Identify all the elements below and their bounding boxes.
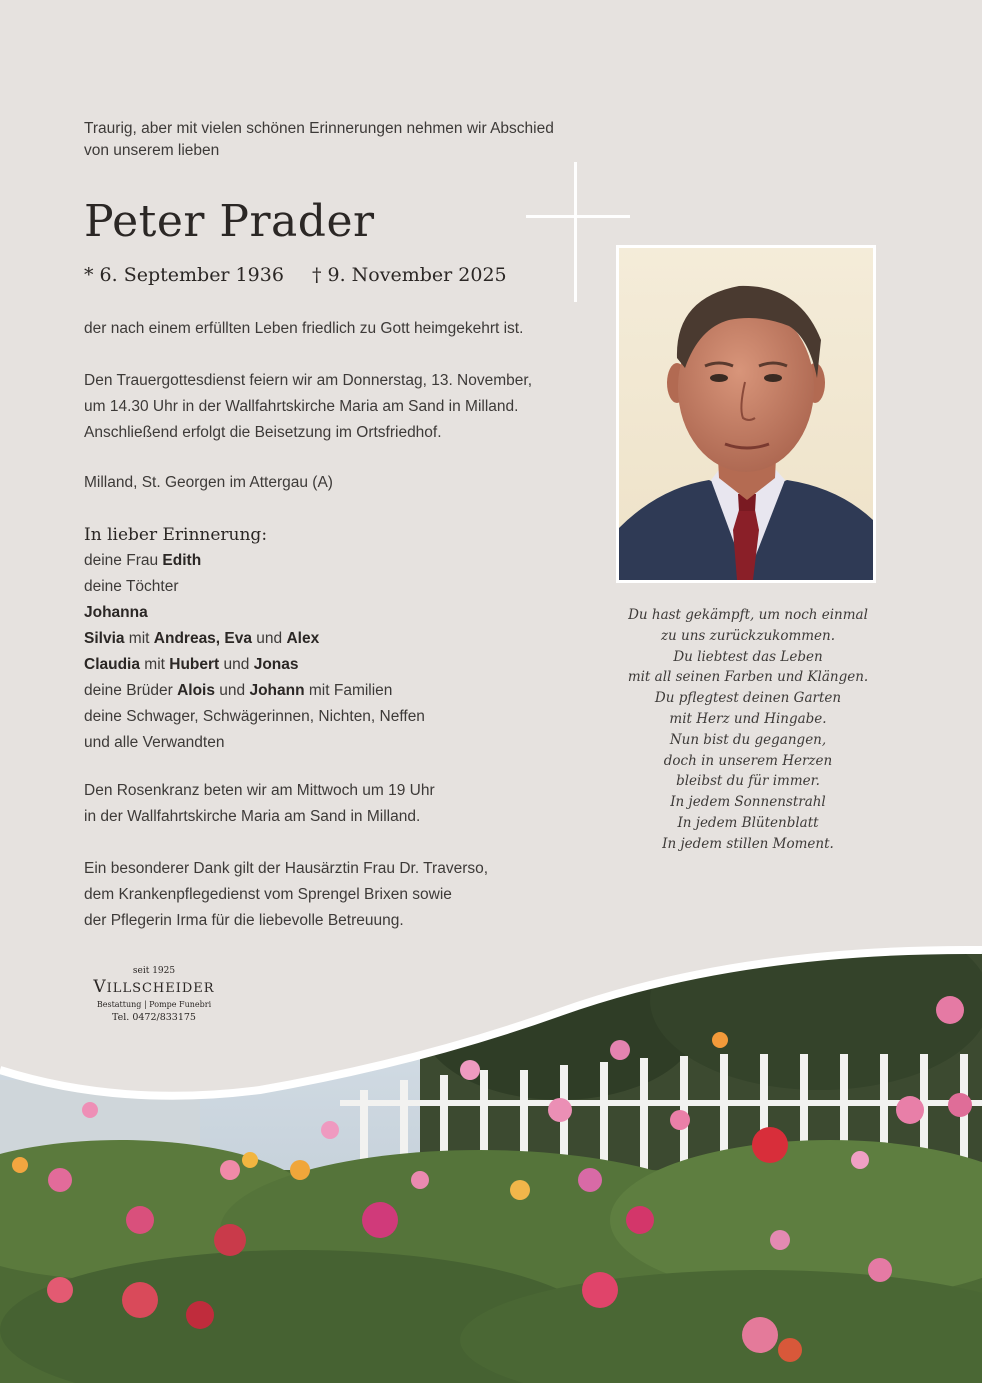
logo-since: seit 1925 [132, 966, 176, 976]
poem-line: Du pflegtest deinen Garten [654, 690, 842, 707]
poem [618, 605, 878, 855]
thanks-line-1: Ein besonderer Dank gilt der Hausärztin Frau Dr. Traverso, [84, 860, 489, 877]
poem-line: doch in unserem Herzen [663, 752, 833, 769]
wife-line [84, 548, 584, 574]
funeral-home-logo [84, 966, 224, 1025]
service-text [84, 368, 584, 446]
logo-brand-rest: ILLSCHEIDER [106, 981, 215, 996]
place-line: Milland, St. Georgen im Attergau (A) [84, 474, 333, 491]
connector: und [219, 656, 254, 673]
rosary-text [84, 778, 584, 830]
daughter-3-husband: Hubert [169, 656, 220, 673]
remembrance-title: In lieber Erinnerung: [84, 525, 268, 545]
wife-name: Edith [162, 552, 202, 569]
relatives-line: und alle Verwandten [84, 734, 225, 751]
service-line-2: um 14.30 Uhr in der Wallfahrtskirche Maria am Sand in Milland. [84, 398, 519, 415]
daughter-2-family: Andreas, Eva [153, 630, 252, 647]
rosary-line-1: Den Rosenkranz beten wir am Mittwoch um 19 Uhr [84, 782, 435, 799]
passed-line: der nach einem erfüllten Leben friedlich zu Gott heimgekehrt ist. [84, 320, 524, 337]
daughter-1: Johanna [84, 604, 148, 621]
life-dates [84, 264, 529, 286]
intro-line-1: Traurig, aber mit vielen schönen Erinnerungen nehmen wir Abschied [84, 120, 554, 137]
daughter-2-child: Alex [286, 630, 320, 647]
brother-2: Johann [249, 682, 305, 699]
passed-text [84, 316, 584, 342]
connector: mit [139, 656, 170, 673]
poem-line: In jedem Sonnenstrahl [670, 794, 826, 811]
brothers-suffix: mit Familien [304, 682, 393, 699]
inlaws-line: deine Schwager, Schwägerinnen, Nichten, Neffen [84, 708, 425, 725]
portrait-image [619, 248, 873, 580]
intro-text [84, 118, 604, 162]
wife-prefix: deine Frau [84, 552, 163, 569]
thanks-text [84, 856, 584, 934]
remembrance-block [84, 522, 584, 756]
poem-line: bleibst du für immer. [676, 773, 820, 790]
daughter-2: Silvia [84, 630, 125, 647]
poem-line: zu uns zurückzukommen. [660, 627, 836, 644]
portrait-photo [616, 245, 876, 583]
intro-line-2: von unserem lieben [84, 142, 220, 159]
logo-phone: Tel. 0472/833175 [112, 1012, 196, 1023]
brother-1: Alois [177, 682, 215, 699]
place-text [84, 470, 584, 496]
service-line-1: Den Trauergottesdienst feiern wir am Donnerstag, 13. November, [84, 372, 533, 389]
poem-line: In jedem Blütenblatt [677, 814, 819, 831]
brothers-prefix: deine Brüder [84, 682, 178, 699]
deceased-name: Peter Prader [84, 196, 375, 247]
poem-line: Du hast gekämpft, um noch einmal [628, 607, 868, 623]
poem-line: Nun bist du gegangen, [669, 731, 827, 748]
brothers-line [84, 678, 584, 704]
connector: und [214, 682, 250, 699]
connector: mit [124, 630, 154, 647]
poem-line: Du liebtest das Leben [673, 648, 823, 665]
rosary-line-2: in der Wallfahrtskirche Maria am Sand in Milland. [84, 808, 421, 825]
death-date: † 9. November 2025 [311, 264, 507, 286]
service-line-3: Anschließend erfolgt die Beisetzung im Ortsfriedhof. [84, 424, 442, 441]
cross-icon [526, 162, 630, 302]
poem-line: mit Herz und Hingabe. [669, 710, 827, 727]
daughter-2-line [84, 626, 584, 652]
thanks-line-3: der Pflegerin Irma für die liebevolle Betreuung. [84, 912, 404, 929]
logo-brand-first: V [93, 977, 107, 997]
daughter-3-child: Jonas [253, 656, 299, 673]
birth-date: * 6. September 1936 [84, 264, 284, 286]
daughter-3: Claudia [84, 656, 140, 673]
connector: und [252, 630, 287, 647]
thanks-line-2: dem Krankenpflegedienst vom Sprengel Brixen sowie [84, 886, 452, 903]
logo-subtitle: Bestattung | Pompe Funebri [96, 1000, 212, 1009]
logo-brand [84, 977, 224, 999]
poem-line: In jedem stillen Moment. [662, 835, 834, 852]
poem-line: mit all seinen Farben und Klängen. [627, 669, 869, 686]
daughter-3-line [84, 652, 584, 678]
daughters-line: deine Töchter [84, 578, 179, 595]
